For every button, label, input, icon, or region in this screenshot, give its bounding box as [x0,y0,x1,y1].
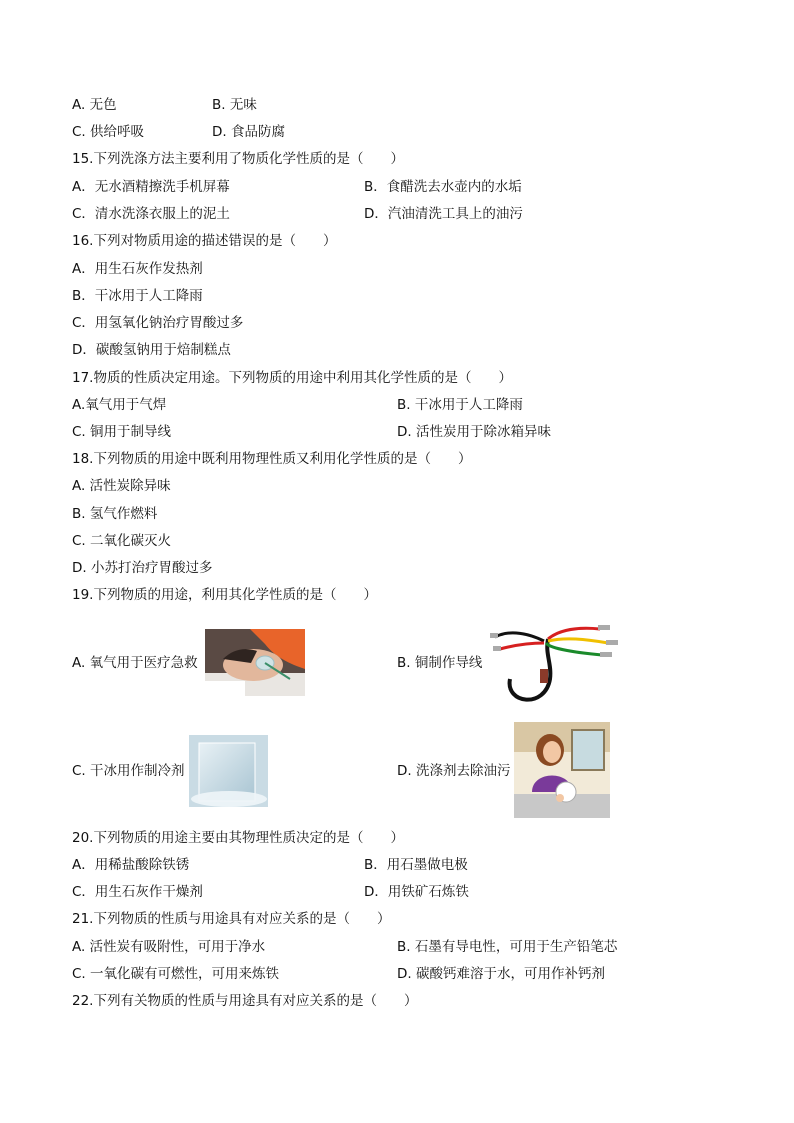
q15-option-b: B．食醋洗去水壶内的水垢 [364,179,522,195]
q18-option-d: D. 小苏打治疗胃酸过多 [72,560,213,576]
copper-wire-leads-image [490,619,620,709]
q18-option-c: C. 二氧化碳灭火 [72,533,172,549]
q16-question: 16.下列对物质用途的描述错误的是（ ） [72,233,337,249]
q19-option-c: C. 干冰用作制冷剂 [72,763,185,779]
q20-option-c: C．用生石灰作干燥剂 [72,884,203,900]
washing-dishes-woman-image [514,722,610,818]
q17-question: 17.物质的性质决定用途。下列物质的用途中利用其化学性质的是（ ） [72,370,512,386]
q14-option-a: A. 无色 [72,97,117,113]
q16-option-c: C．用氢氧化钠治疗胃酸过多 [72,315,244,331]
oxygen-mask-patient-image [205,629,305,696]
q18-option-b: B. 氢气作燃料 [72,506,158,522]
q17-option-d: D. 活性炭用于除冰箱异味 [397,424,551,440]
q21-option-a: A. 活性炭有吸附性，可用于净水 [72,939,266,955]
q16-option-a: A．用生石灰作发热剂 [72,261,203,277]
q18-question: 18.下列物质的用途中既利用物理性质又利用化学性质的是（ ） [72,451,472,467]
q20-option-d: D．用铁矿石炼铁 [364,884,469,900]
q14-option-c: C. 供给呼吸 [72,124,145,140]
q19-option-b: B. 铜制作导线 [397,655,483,671]
q15-option-d: D．汽油清洗工具上的油污 [364,206,523,222]
q20-option-a: A．用稀盐酸除铁锈 [72,857,190,873]
q20-question: 20.下列物质的用途主要由其物理性质决定的是（ ） [72,830,404,846]
q19-question: 19.下列物质的用途，利用其化学性质的是（ ） [72,587,377,603]
q17-option-c: C. 铜用于制导线 [72,424,172,440]
q17-option-a: A.氧气用于气焊 [72,397,167,413]
q17-option-b: B. 干冰用于人工降雨 [397,397,523,413]
q18-option-a: A. 活性炭除异味 [72,478,171,494]
q20-option-b: B．用石墨做电极 [364,857,468,873]
q15-option-a: A．无水酒精擦洗手机屏幕 [72,179,230,195]
q16-option-d: D．碳酸氢钠用于焙制糕点 [72,342,231,358]
q15-question: 15.下列洗涤方法主要利用了物质化学性质的是（ ） [72,151,404,167]
q22-question: 22.下列有关物质的性质与用途具有对应关系的是（ ） [72,993,418,1009]
q14-option-b: B. 无味 [212,97,257,113]
q21-question: 21.下列物质的性质与用途具有对应关系的是（ ） [72,911,391,927]
dry-ice-block-image [189,735,268,807]
q14-option-d: D. 食品防腐 [212,124,285,140]
q21-option-b: B. 石墨有导电性，可用于生产铅笔芯 [397,939,618,955]
q21-option-c: C. 一氧化碳有可燃性，可用来炼铁 [72,966,280,982]
q21-option-d: D. 碳酸钙难溶于水，可用作补钙剂 [397,966,605,982]
q16-option-b: B．干冰用于人工降雨 [72,288,203,304]
q15-option-c: C．清水洗涤衣服上的泥土 [72,206,230,222]
q19-option-a: A. 氧气用于医疗急救 [72,655,198,671]
q19-option-d: D. 洗涤剂去除油污 [397,763,511,779]
